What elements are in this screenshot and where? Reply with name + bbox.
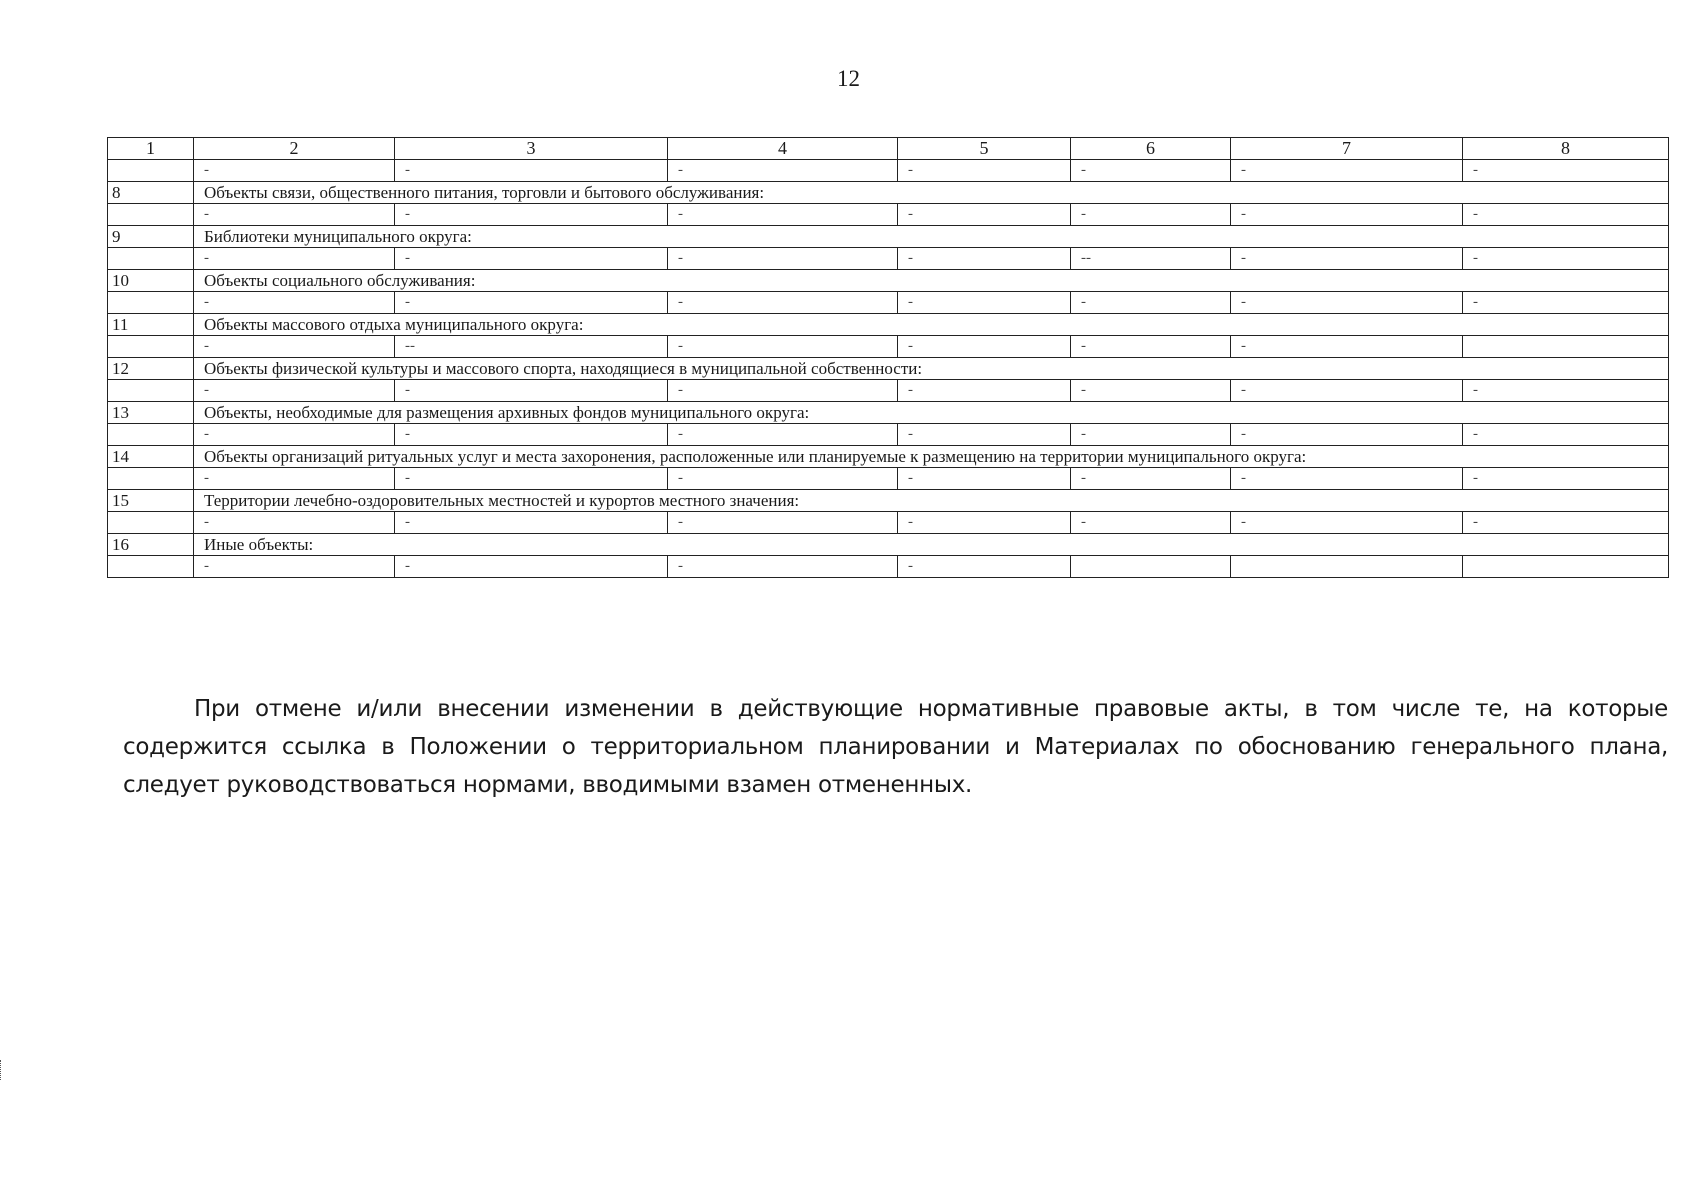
- table-cell: -: [194, 424, 395, 446]
- table-cell: -: [668, 380, 898, 402]
- table-cell: -: [1071, 380, 1231, 402]
- section-title: Объекты организаций ритуальных услуг и места захоронения, расположенные или планируемые к размещению на территории муниципального округа:: [194, 446, 1669, 468]
- table-cell: -: [194, 336, 395, 358]
- table-cell: -: [668, 468, 898, 490]
- objects-table-container: [107, 137, 1668, 578]
- table-cell: -: [1231, 424, 1463, 446]
- section-title: Иные объекты:: [194, 534, 1669, 556]
- table-cell: -: [1231, 160, 1463, 182]
- section-title: Объекты, необходимые для размещения архивных фондов муниципального округа:: [194, 402, 1669, 424]
- table-cell: -: [668, 424, 898, 446]
- section-number: 10: [108, 270, 194, 292]
- table-cell: -: [194, 512, 395, 534]
- table-row: [108, 248, 1669, 270]
- section-number: 14: [108, 446, 194, 468]
- table-cell: [1463, 556, 1669, 578]
- closing-paragraph: При отмене и/или внесении изменении в действующие нормативные правовые акты, в том числе те, на которые содержится ссылка в Положении о территориальном планировании и Материалах по обоснованию генерального плана, следует руководствоваться нормами, вводимыми взамен отмененных.: [123, 696, 1668, 798]
- table-cell: -: [194, 248, 395, 270]
- table-cell: -: [1463, 160, 1669, 182]
- table-cell: -: [1231, 468, 1463, 490]
- section-row: [108, 534, 1669, 556]
- table-cell: [1231, 556, 1463, 578]
- table-cell: -: [1463, 248, 1669, 270]
- table-cell: -: [395, 204, 668, 226]
- table-row: [108, 380, 1669, 402]
- table-cell: [108, 512, 194, 534]
- column-number-header: 1: [108, 138, 194, 160]
- table-cell: -: [898, 512, 1071, 534]
- table-row: [108, 160, 1669, 182]
- table-cell: -: [898, 380, 1071, 402]
- table-cell: [108, 248, 194, 270]
- table-cell: [108, 336, 194, 358]
- section-title: Территории лечебно-оздоровительных местностей и курортов местного значения:: [194, 490, 1669, 512]
- table-cell: -: [395, 556, 668, 578]
- table-cell: -: [395, 380, 668, 402]
- table-cell: -: [1071, 424, 1231, 446]
- column-number-header: 7: [1231, 138, 1463, 160]
- table-cell: -: [194, 204, 395, 226]
- table-cell: -: [1071, 204, 1231, 226]
- table-cell: -: [1231, 204, 1463, 226]
- table-cell: -: [395, 468, 668, 490]
- table-cell: -: [1071, 512, 1231, 534]
- table-cell: -: [194, 160, 395, 182]
- section-number: 12: [108, 358, 194, 380]
- table-cell: -: [1071, 160, 1231, 182]
- table-cell: -: [898, 160, 1071, 182]
- table-cell: -: [1231, 248, 1463, 270]
- section-row: [108, 314, 1669, 336]
- section-row: [108, 226, 1669, 248]
- section-row: [108, 446, 1669, 468]
- table-cell: [1463, 336, 1669, 358]
- column-number-header: 2: [194, 138, 395, 160]
- section-title: Объекты социального обслуживания:: [194, 270, 1669, 292]
- table-cell: -: [1231, 336, 1463, 358]
- table-cell: -: [395, 248, 668, 270]
- table-cell: [108, 556, 194, 578]
- column-number-header: 3: [395, 138, 668, 160]
- table-row: [108, 292, 1669, 314]
- table-cell: [108, 424, 194, 446]
- table-cell: -: [395, 512, 668, 534]
- table-cell: -: [1231, 380, 1463, 402]
- table-cell: -: [194, 556, 395, 578]
- table-cell: -: [898, 424, 1071, 446]
- table-row: [108, 336, 1669, 358]
- table-cell: -: [1463, 204, 1669, 226]
- table-cell: -: [1071, 336, 1231, 358]
- table-cell: -: [395, 292, 668, 314]
- scan-margin-marks: [0, 1060, 4, 1080]
- section-row: [108, 182, 1669, 204]
- table-cell: -: [1463, 292, 1669, 314]
- table-row: [108, 556, 1669, 578]
- column-number-header-row: [108, 138, 1669, 160]
- section-number: 11: [108, 314, 194, 336]
- table-cell: -: [1463, 380, 1669, 402]
- table-cell: [108, 380, 194, 402]
- section-title: Объекты связи, общественного питания, торговли и бытового обслуживания:: [194, 182, 1669, 204]
- table-cell: [108, 292, 194, 314]
- table-row: [108, 468, 1669, 490]
- table-cell: -: [1231, 292, 1463, 314]
- section-title: Объекты массового отдыха муниципального округа:: [194, 314, 1669, 336]
- table-cell: [1071, 556, 1231, 578]
- column-number-header: 5: [898, 138, 1071, 160]
- section-row: [108, 358, 1669, 380]
- table-cell: [108, 468, 194, 490]
- table-cell: -: [194, 468, 395, 490]
- table-cell: -: [898, 468, 1071, 490]
- table-cell: -: [1071, 468, 1231, 490]
- section-number: 16: [108, 534, 194, 556]
- section-row: [108, 490, 1669, 512]
- table-cell: --: [1071, 248, 1231, 270]
- section-number: 8: [108, 182, 194, 204]
- table-row: [108, 512, 1669, 534]
- section-row: [108, 270, 1669, 292]
- table-cell: -: [668, 512, 898, 534]
- table-cell: -: [668, 204, 898, 226]
- table-cell: -: [898, 204, 1071, 226]
- table-cell: -: [898, 336, 1071, 358]
- table-cell: -: [898, 556, 1071, 578]
- section-title: Объекты физической культуры и массового спорта, находящиеся в муниципальной собственности:: [194, 358, 1669, 380]
- table-cell: -: [395, 424, 668, 446]
- section-title: Библиотеки муниципального округа:: [194, 226, 1669, 248]
- table-cell: -: [194, 292, 395, 314]
- table-cell: -: [898, 292, 1071, 314]
- page-number: 12: [837, 66, 860, 91]
- table-cell: -: [1463, 468, 1669, 490]
- table-cell: -: [668, 336, 898, 358]
- table-cell: [108, 160, 194, 182]
- section-number: 9: [108, 226, 194, 248]
- table-cell: -: [1231, 512, 1463, 534]
- table-cell: -: [668, 556, 898, 578]
- table-cell: [108, 204, 194, 226]
- table-row: [108, 424, 1669, 446]
- column-number-header: 6: [1071, 138, 1231, 160]
- column-number-header: 4: [668, 138, 898, 160]
- table-row: [108, 204, 1669, 226]
- table-cell: -: [1071, 292, 1231, 314]
- column-number-header: 8: [1463, 138, 1669, 160]
- objects-table: [107, 137, 1669, 578]
- table-cell: -: [668, 160, 898, 182]
- table-cell: -: [1463, 424, 1669, 446]
- section-number: 13: [108, 402, 194, 424]
- table-cell: --: [395, 336, 668, 358]
- table-cell: -: [668, 292, 898, 314]
- section-number: 15: [108, 490, 194, 512]
- table-cell: -: [1463, 512, 1669, 534]
- table-cell: -: [898, 248, 1071, 270]
- section-row: [108, 402, 1669, 424]
- table-cell: -: [668, 248, 898, 270]
- table-cell: -: [395, 160, 668, 182]
- table-cell: -: [194, 380, 395, 402]
